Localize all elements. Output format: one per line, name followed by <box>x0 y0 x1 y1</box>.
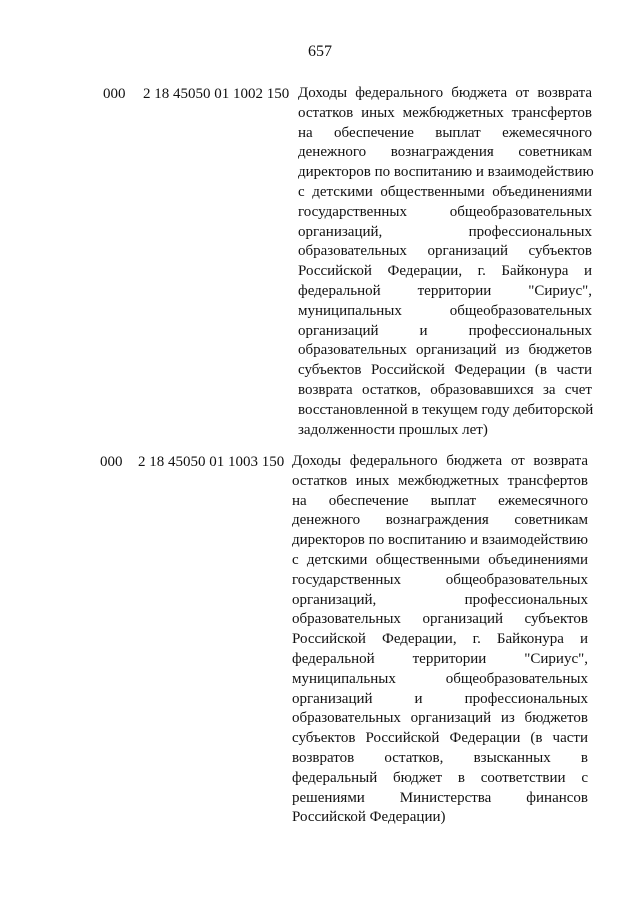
description-line: Доходы федерального бюджета от возврата <box>292 453 588 469</box>
description-line: Российской Федерации) <box>292 809 446 826</box>
description-line: остатков иных межбюджетных трансфертов <box>292 472 588 489</box>
description-line: Доходы федерального бюджета от возврата <box>298 85 592 101</box>
budget-classification-code: 2 18 45050 01 1002 150 <box>143 86 290 102</box>
admin-code: 000 <box>100 454 123 470</box>
description-line: Российской Федерации, г. Байконура и <box>292 631 588 648</box>
description-line: образовательных организаций субъектов <box>298 243 592 260</box>
description-line: на обеспечение выплат ежемесячного <box>292 492 588 509</box>
description-line: образовательных организаций из бюджетов <box>298 342 592 359</box>
description-line: федеральный бюджет в соответствии с <box>292 769 588 786</box>
description-line: с детскими общественными объединениями <box>292 551 588 568</box>
description-line: Российской Федерации, г. Байконура и <box>298 263 592 280</box>
description-line: муниципальных общеобразовательных <box>298 302 592 319</box>
page-number: 657 <box>308 43 332 60</box>
budget-classification-code: 2 18 45050 01 1003 150 <box>138 454 285 470</box>
description-line: федеральной территории "Сириус", <box>292 650 588 667</box>
description-line: организаций и профессиональных <box>298 322 592 339</box>
description-line: организаций, профессиональных <box>298 223 592 240</box>
description-line: организаций и профессиональных <box>292 690 588 707</box>
description-line: решениями Министерства финансов <box>292 789 588 806</box>
description-line: возврата остатков, образовавшихся за счет <box>298 381 592 398</box>
description-line: денежного вознаграждения советникам <box>298 144 592 161</box>
description-line: директоров по воспитанию и взаимодействию <box>292 532 588 549</box>
description-line: образовательных организаций субъектов <box>292 611 588 628</box>
description-line: субъектов Российской Федерации (в части <box>292 730 588 747</box>
description-line: субъектов Российской Федерации (в части <box>298 362 592 379</box>
description-line: федеральной территории "Сириус", <box>298 282 592 299</box>
description-line: образовательных организаций из бюджетов <box>292 710 588 727</box>
description-line: государственных общеобразовательных <box>292 571 588 588</box>
description-line: восстановленной в текущем году дебиторской <box>298 401 594 418</box>
description-line: денежного вознаграждения советникам <box>292 512 588 529</box>
description-line: задолженности прошлых лет) <box>298 421 488 438</box>
description-line: организаций, профессиональных <box>292 591 588 608</box>
description-line: директоров по воспитанию и взаимодействию <box>298 164 594 181</box>
description-line: муниципальных общеобразовательных <box>292 670 588 687</box>
description-line: остатков иных межбюджетных трансфертов <box>298 104 592 121</box>
description-line: с детскими общественными объединениями <box>298 183 592 200</box>
income-description <box>298 84 592 440</box>
description-line: возвратов остатков, взысканных в <box>292 749 588 766</box>
admin-code: 000 <box>103 86 126 102</box>
description-line: на обеспечение выплат ежемесячного <box>298 124 592 141</box>
description-line: государственных общеобразовательных <box>298 203 592 220</box>
income-description <box>292 452 588 828</box>
